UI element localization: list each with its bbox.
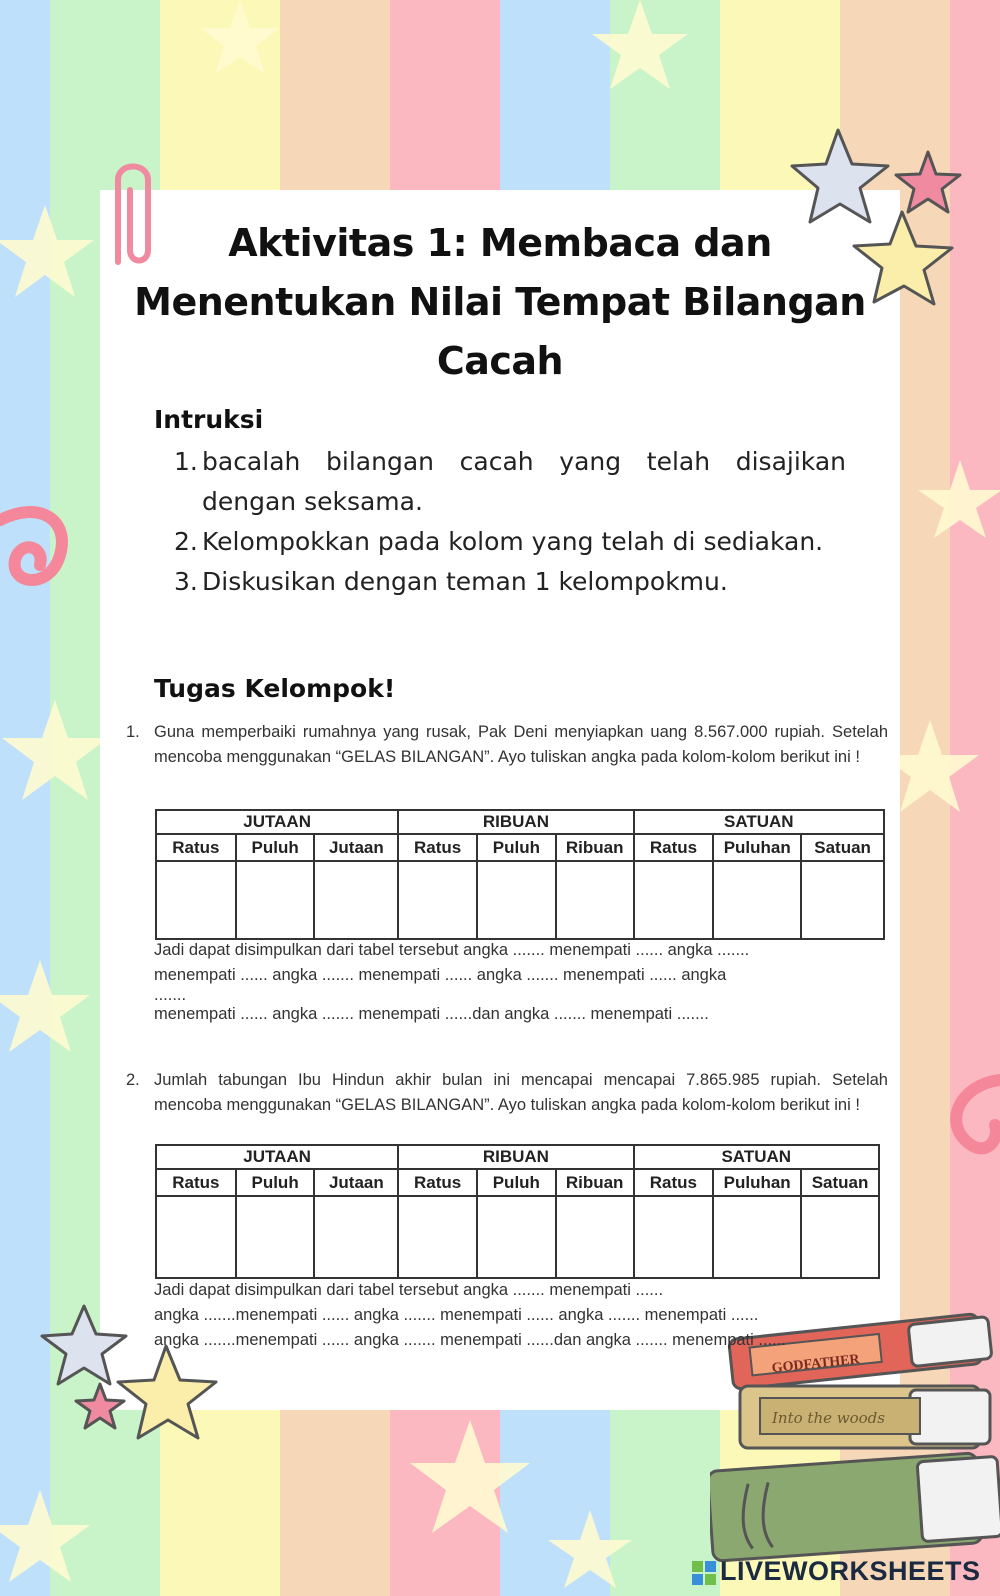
- conclusion-line: Jadi dapat disimpulkan dari tabel tersebut angka ....... menempati ...... angka .......: [154, 941, 750, 959]
- task-1-question: [126, 720, 888, 770]
- task-text: Jumlah tabungan Ibu Hindun akhir bulan ini mencapai mencapai 7.865.985 rupiah. Setelah mencoba menggunakan “GELAS BILANGAN”. Ayo tuliskan angka pada kolom-kolom berikut ini !: [154, 1071, 888, 1114]
- brand-text[interactable]: LIVEWORKSHEETS: [720, 1556, 981, 1586]
- answer-cell[interactable]: [634, 1196, 714, 1278]
- column-header: Jutaan: [314, 1169, 398, 1196]
- conclusion-line: Jadi dapat disimpulkan dari tabel tersebut angka ....... menempati ......: [154, 1281, 664, 1299]
- star-decoration: [918, 460, 1000, 538]
- column-header: Puluh: [477, 1169, 556, 1196]
- column-header: Puluh: [477, 834, 556, 861]
- answer-cell[interactable]: [713, 861, 801, 939]
- instruction-item: [174, 442, 846, 522]
- answer-cell[interactable]: [314, 1196, 398, 1278]
- instructions-list: [174, 442, 846, 602]
- column-header: Puluhan: [713, 834, 801, 861]
- answer-cell[interactable]: [477, 1196, 556, 1278]
- star-decoration: [2, 700, 108, 800]
- book-tan-label: Into the woods: [772, 1409, 885, 1427]
- column-header: Puluh: [236, 834, 315, 861]
- column-header: Satuan: [801, 1169, 879, 1196]
- swirl-decoration: [0, 512, 62, 580]
- book-red-label: GODFATHER: [771, 1352, 861, 1377]
- task-number: 2.: [126, 1071, 140, 1089]
- task-heading: Tugas Kelompok!: [154, 674, 396, 703]
- group-header: SATUAN: [634, 810, 884, 834]
- column-header: Ratus: [634, 1169, 714, 1196]
- conclusion-line: menempati ...... angka ....... menempati ......dan angka ....... menempati .......: [154, 1005, 709, 1023]
- answer-cell[interactable]: [236, 861, 315, 939]
- column-header: Ratus: [156, 834, 236, 861]
- answer-cell[interactable]: [236, 1196, 315, 1278]
- answer-cell[interactable]: [156, 1196, 236, 1278]
- column-header: Puluhan: [713, 1169, 801, 1196]
- group-header: SATUAN: [634, 1145, 879, 1169]
- group-header: JUTAAN: [156, 1145, 398, 1169]
- instruction-item: [174, 562, 846, 602]
- answer-cell[interactable]: [713, 1196, 801, 1278]
- star-icon: [792, 130, 888, 222]
- instruction-text: bacalah bilangan cacah yang telah disajikan dengan seksama.: [202, 447, 846, 516]
- answer-cell[interactable]: [801, 1196, 879, 1278]
- star-icon: [42, 1306, 126, 1384]
- star-decoration: [0, 205, 94, 297]
- swirl-decoration: [956, 1080, 1000, 1148]
- conclusion-line: .......: [154, 986, 187, 1004]
- star-decoration: [548, 1510, 632, 1588]
- answer-cell[interactable]: [556, 1196, 634, 1278]
- column-header: Puluh: [236, 1169, 315, 1196]
- book-green: [710, 1451, 1000, 1561]
- instruction-item: [174, 522, 846, 562]
- column-header: Ratus: [156, 1169, 236, 1196]
- column-header: Ratus: [398, 1169, 477, 1196]
- group-header: RIBUAN: [398, 1145, 633, 1169]
- conclusion-line: menempati ...... angka ....... menempati ...... angka ....... menempati ...... angka: [154, 966, 727, 984]
- task-1-conclusion: [154, 938, 749, 1027]
- group-header: RIBUAN: [398, 810, 633, 834]
- column-header: Ribuan: [556, 1169, 634, 1196]
- instructions-heading: Intruksi: [154, 405, 264, 434]
- star-decoration: [200, 0, 280, 74]
- task-2-place-value-table: [155, 1144, 880, 1279]
- star-icon: [76, 1384, 124, 1428]
- task-1-place-value-table: [155, 809, 885, 940]
- task-2-question: [126, 1068, 888, 1118]
- instruction-text: Diskusikan dengan teman 1 kelompokmu.: [202, 567, 728, 596]
- answer-cell[interactable]: [156, 861, 236, 939]
- column-header: Ratus: [634, 834, 714, 861]
- instruction-number: 1.: [174, 447, 198, 476]
- group-header: JUTAAN: [156, 810, 398, 834]
- answer-cell[interactable]: [556, 861, 634, 939]
- page-title: Aktivitas 1: Membaca dan Menentukan Nilai Tempat Bilangan Cacah: [134, 221, 866, 383]
- liveworksheets-logo-icon: [692, 1561, 716, 1585]
- task-text: Guna memperbaiki rumahnya yang rusak, Pak Deni menyiapkan uang 8.567.000 rupiah. Setelah mencoba menggunakan “GELAS BILANGAN”. Ayo tuliskan angka pada kolom-kolom berikut ini !: [154, 723, 888, 766]
- conclusion-line: angka .......menempati ...... angka ....... menempati ......dan angka ....... menempati ......: [154, 1331, 786, 1349]
- instruction-number: 3.: [174, 567, 198, 596]
- answer-cell[interactable]: [477, 861, 556, 939]
- answer-cell[interactable]: [398, 861, 477, 939]
- answer-cell[interactable]: [634, 861, 714, 939]
- task-2-conclusion: [154, 1278, 786, 1353]
- star-decoration: [410, 1420, 530, 1533]
- column-header: Satuan: [801, 834, 884, 861]
- column-header: Jutaan: [314, 834, 398, 861]
- star-decoration: [0, 960, 90, 1052]
- conclusion-line: angka .......menempati ...... angka ....... menempati ...... angka ....... menempati ......: [154, 1306, 759, 1324]
- star-icon: [896, 152, 960, 212]
- answer-cell[interactable]: [314, 861, 398, 939]
- column-header: Ratus: [398, 834, 477, 861]
- column-header: Ribuan: [556, 834, 634, 861]
- answer-cell[interactable]: [398, 1196, 477, 1278]
- star-decoration: [592, 0, 688, 89]
- instruction-number: 2.: [174, 527, 198, 556]
- star-icon: [118, 1346, 216, 1438]
- task-number: 1.: [126, 723, 140, 741]
- star-decoration: [0, 1490, 90, 1582]
- answer-cell[interactable]: [801, 861, 884, 939]
- instruction-text: Kelompokkan pada kolom yang telah di sediakan.: [202, 527, 824, 556]
